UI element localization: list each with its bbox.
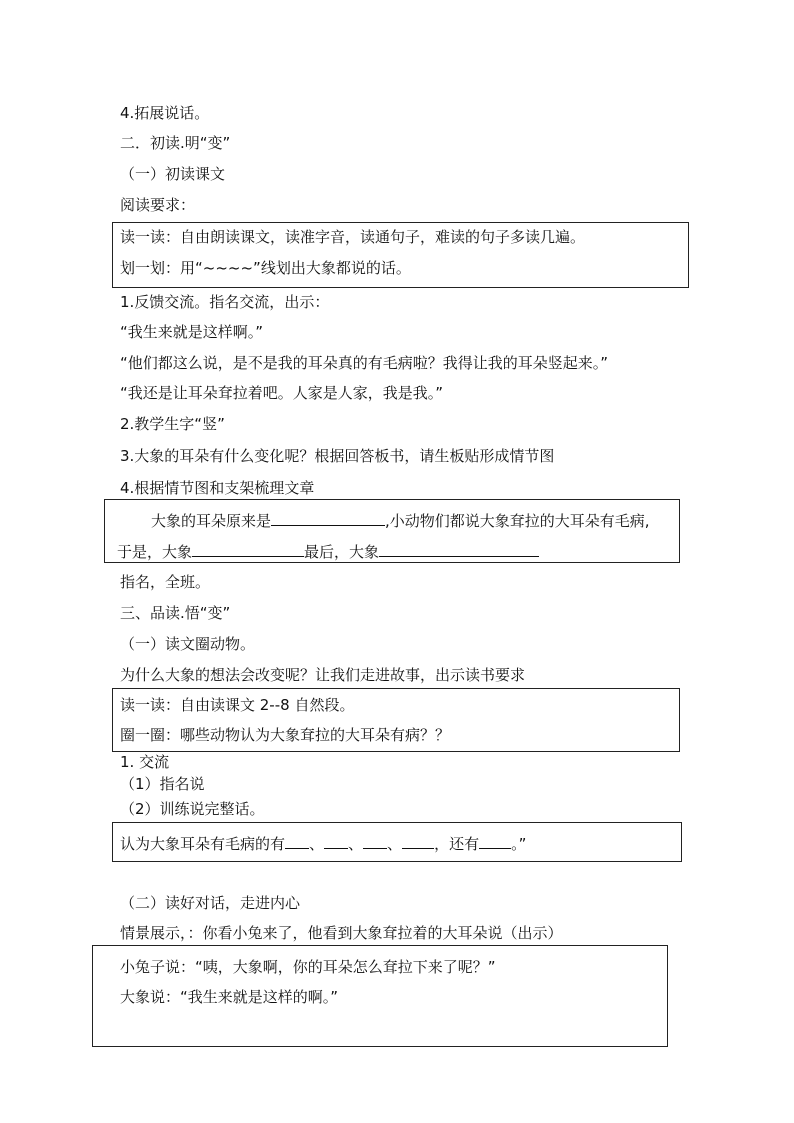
task-read: 读一读：自由读课文 2--8 自然段。: [120, 696, 355, 714]
subheading-first-reading: （一）初读课文: [120, 165, 226, 183]
task-circle: 圈一圈：哪些动物认为大象耷拉的大耳朵有病？？: [120, 726, 451, 744]
plot-text-1b: ,小动物们都说大象耷拉的大耳朵有毛病,: [385, 512, 650, 530]
question-why-change: 为什么大象的想法会改变呢？让我们走进故事，出示读书要求: [120, 666, 526, 684]
blank-2: [192, 540, 304, 557]
rabbit-dialogue: 小兔子说：“咦，大象啊，你的耳朵怎么耷拉下来了呢？”: [120, 958, 496, 976]
reading-task-box: [112, 688, 680, 752]
subheading-circle-animals: （一）读文圈动物。: [120, 635, 256, 653]
item-plot-outline: 4.根据情节图和支架梳理文章: [120, 479, 315, 497]
dialogue-box: [92, 945, 668, 1047]
reading-requirements-box: [112, 222, 689, 288]
animals-text-3: 。”: [511, 835, 527, 853]
subheading-dialogue: （二）读好对话，走进内心: [120, 894, 301, 912]
separator: 、: [309, 835, 325, 853]
blank-1: [271, 509, 385, 526]
requirement-underline: 划一划：用“~~~~”线划出大象都说的话。: [120, 259, 411, 277]
item-ear-changes: 3.大象的耳朵有什么变化呢？根据回答板书，请生板贴形成情节图: [120, 447, 555, 465]
animals-sentence: [120, 832, 526, 854]
separator: 、: [387, 835, 403, 853]
section-heading-3: 三、品读.悟“变”: [120, 604, 231, 622]
quote-born-this-way: “我生来就是这样啊。”: [120, 323, 264, 341]
blank-animal-4: [402, 832, 434, 849]
item-name-and-say: （1）指名说: [120, 775, 205, 793]
plot-sentence-1: [151, 509, 650, 531]
quote-keep-ears-down: “我还是让耳朵耷拉着吧。人家是人家，我是我。”: [120, 384, 444, 402]
section-heading-2: 二．初读.明“变”: [120, 134, 231, 152]
quote-ears-problem: “他们都这么说，是不是我的耳朵真的有毛病啦？我得让我的耳朵竖起来。”: [120, 354, 609, 372]
item-call-names: 指名，全班。: [120, 573, 211, 591]
item-feedback: 1.反馈交流。指名交流，出示：: [120, 293, 330, 311]
complete-sentence-box: [112, 822, 682, 862]
plot-text-1a: 大象的耳朵原来是: [151, 512, 272, 530]
animals-text-1: 认为大象耳朵有毛病的有: [120, 835, 286, 853]
blank-animal-2: [324, 832, 348, 849]
requirement-read: 读一读：自由朗读课文，读准字音，读通句子，难读的句子多读几遍。: [120, 228, 586, 246]
item-complete-sentence: （2）训练说完整话。: [120, 800, 265, 818]
blank-animal-1: [285, 832, 309, 849]
item-exchange: 1. 交流: [120, 753, 170, 771]
plot-sentence-2: [117, 540, 539, 562]
separator: 、: [348, 835, 364, 853]
item-extend-speaking: 4.拓展说话。: [120, 104, 210, 122]
blank-animal-3: [363, 832, 387, 849]
plot-text-2b: 最后，大象: [304, 543, 380, 561]
plot-text-2a: 于是，大象: [117, 543, 193, 561]
plot-fill-in-box: [104, 499, 680, 563]
item-teach-character: 2.教学生字“竖”: [120, 415, 225, 433]
blank-animal-5: [479, 832, 511, 849]
scene-display: 情景展示，：你看小兔来了，他看到大象耷拉着的大耳朵说（出示）: [120, 924, 563, 942]
elephant-dialogue: 大象说：“我生来就是这样的啊。”: [120, 988, 339, 1006]
animals-text-2: ，还有: [434, 835, 480, 853]
reading-requirements-label: 阅读要求：: [120, 196, 196, 214]
blank-3: [379, 540, 539, 557]
